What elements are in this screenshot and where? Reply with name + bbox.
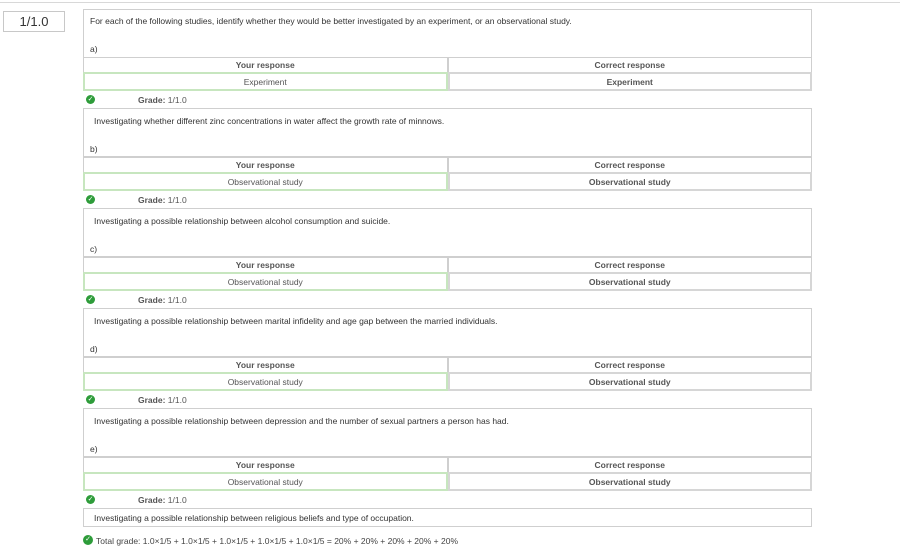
correct-response-header: Correct response [448,157,813,172]
your-response-value: Observational study [83,172,448,191]
your-response-value: Observational study [83,272,448,291]
your-response-value: Observational study [83,372,448,391]
correct-response-header: Correct response [448,257,813,272]
your-response-value: Observational study [83,472,448,491]
check-icon: ✓ [87,96,94,103]
grade-text: Grade: 1/1.0 [138,195,187,205]
part-question-d [83,308,812,357]
correct-response-header: Correct response [448,57,813,72]
response-table-a [83,57,812,91]
part-label-e: e) [90,444,98,454]
check-icon: ✓ [87,396,94,403]
correct-response-value: Observational study [448,472,813,491]
top-divider [0,2,900,3]
part-question-last [83,508,812,527]
correct-response-value: Observational study [448,372,813,391]
your-response-header: Your response [83,57,448,72]
correct-response-value: Observational study [448,272,813,291]
total-grade-text: Total grade: 1.0×1/5 + 1.0×1/5 + 1.0×1/5 + 1.0×1/5 + 1.0×1/5 = 20% + 20% + 20% + 20% + 20% [96,536,459,546]
correct-response-value: Experiment [448,72,813,91]
question-intro [83,9,812,57]
check-icon: ✓ [87,296,94,303]
part-question-c [83,208,812,257]
check-icon: ✓ [87,496,94,503]
part-question-b [83,108,812,157]
part-label-d: d) [90,344,98,354]
study-text: Investigating a possible relationship between marital infidelity and age gap between the married individuals. [94,316,498,326]
study-text: Investigating a possible relationship between depression and the number of sexual partners a person has had. [94,416,509,426]
grade-row-b [83,191,812,208]
grade-row-c [83,291,812,308]
your-response-header: Your response [83,157,448,172]
question-container [83,9,812,527]
check-icon: ✓ [87,196,94,203]
part-question-e [83,408,812,457]
grade-text: Grade: 1/1.0 [138,495,187,505]
your-response-header: Your response [83,257,448,272]
study-text: Investigating whether different zinc concentrations in water affect the growth rate of minnows. [94,116,445,126]
study-text: Investigating a possible relationship between religious beliefs and type of occupation. [94,513,414,523]
your-response-header: Your response [83,357,448,372]
question-score: 1/1.0 [3,11,65,32]
part-label-c: c) [90,244,98,254]
your-response-value: Experiment [83,72,448,91]
correct-response-header: Correct response [448,457,813,472]
grade-text: Grade: 1/1.0 [138,295,187,305]
correct-response-header: Correct response [448,357,813,372]
part-label-b: b) [90,144,98,154]
grade-text: Grade: 1/1.0 [138,395,187,405]
part-label-a: a) [90,44,98,54]
grade-row-a [83,91,812,108]
grade-row-d [83,391,812,408]
study-text: Investigating a possible relationship between alcohol consumption and suicide. [94,216,391,226]
response-table-d [83,357,812,391]
grade-row-e [83,491,812,508]
check-icon: ✓ [83,535,93,545]
response-table-b [83,157,812,191]
correct-response-value: Observational study [448,172,813,191]
response-table-e [83,457,812,491]
your-response-header: Your response [83,457,448,472]
question-text: For each of the following studies, identify whether they would be better investigated by an experiment, or an observational study. [90,16,572,26]
response-table-c [83,257,812,291]
grade-text: Grade: 1/1.0 [138,95,187,105]
